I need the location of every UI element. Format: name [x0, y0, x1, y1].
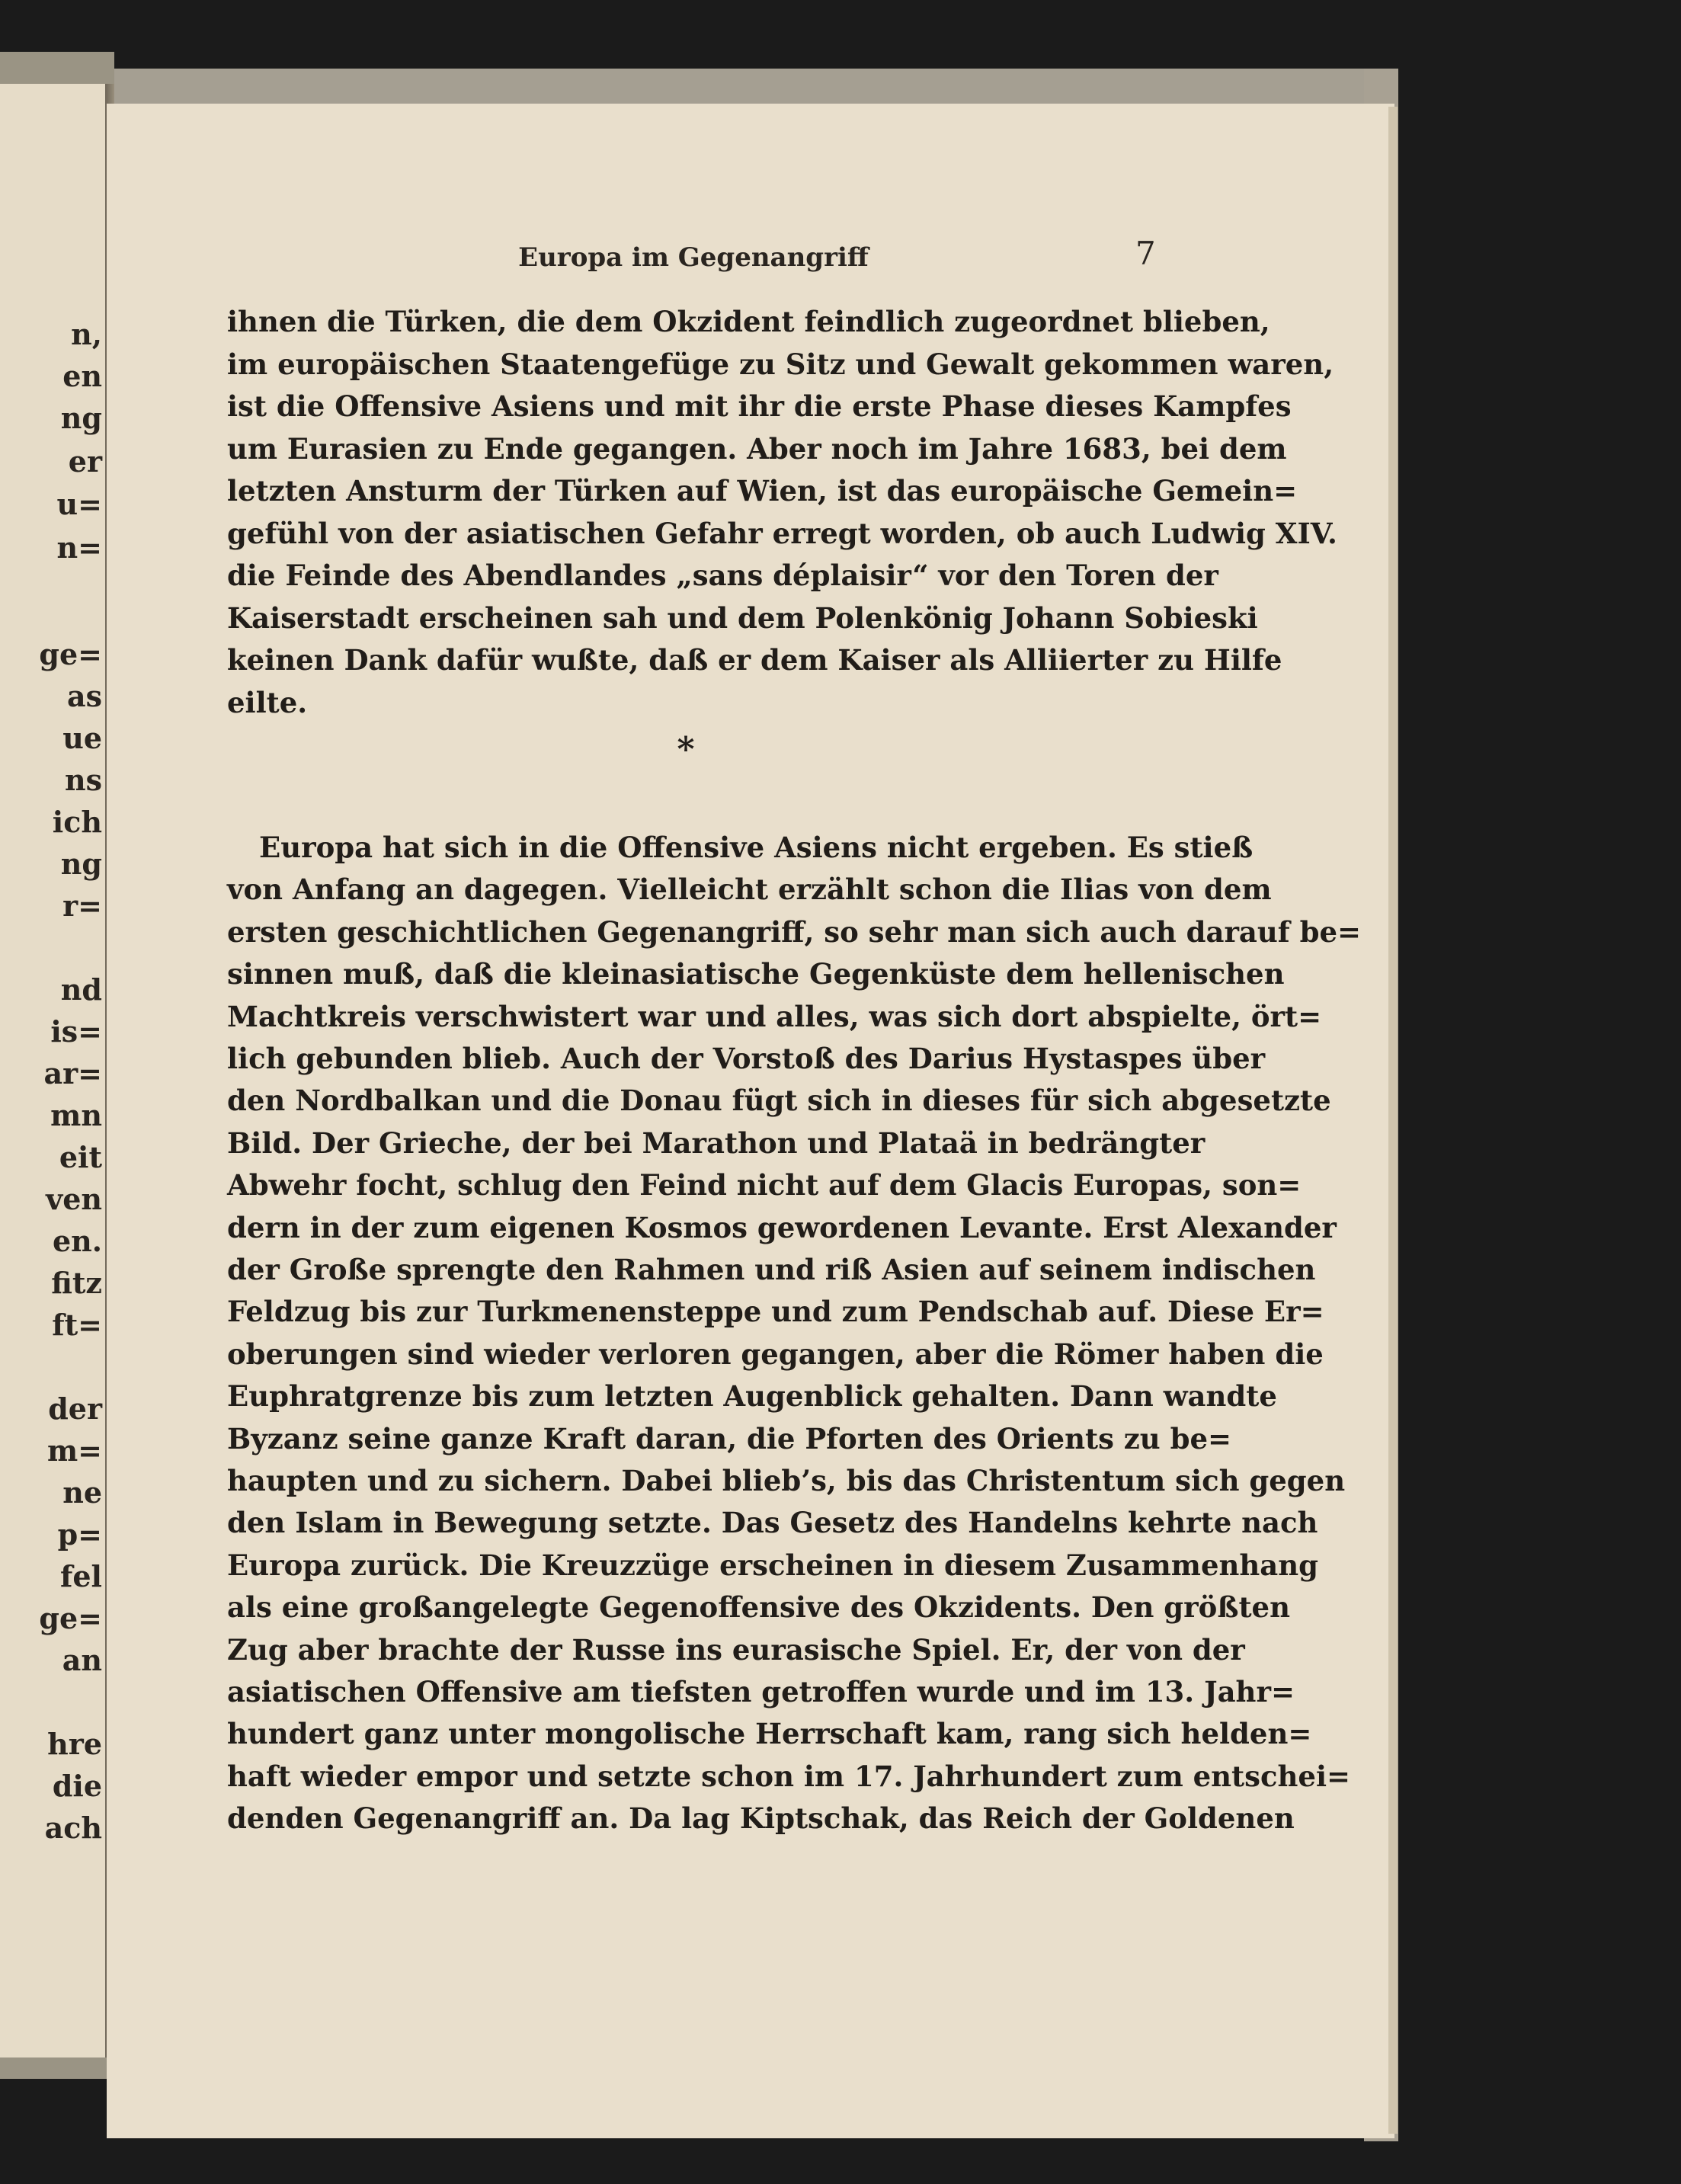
text-line: oberungen sind wieder verloren gegangen, aber die Römer haben die [227, 1337, 1324, 1371]
left-page-line: die [52, 1769, 102, 1803]
left-page-line: er [68, 444, 102, 479]
section-separator: * [677, 730, 695, 769]
left-page-line: ach [44, 1811, 102, 1845]
top-book-cover [114, 69, 1394, 108]
left-page-line: mn [50, 1098, 102, 1132]
text-line: Machtkreis verschwistert war und alles, was sich dort abspielte, ört= [227, 999, 1322, 1033]
text-line: ersten geschichtlichen Gegenangriff, so sehr man sich auch darauf be= [227, 914, 1362, 949]
text-line: Europa zurück. Die Kreuzzüge erscheinen in diesem Zusammenhang [227, 1548, 1319, 1582]
text-line: letzten Ansturm der Türken auf Wien, ist das europäische Gemein= [227, 474, 1298, 508]
text-line: den Nordbalkan und die Donau fügt sich in dieses für sich abgesetzte [227, 1084, 1331, 1118]
text-line: Zug aber brachte der Russe ins eurasische Spiel. Er, der von der [227, 1632, 1245, 1667]
text-line: dern in der zum eigenen Kosmos gewordenen Levante. Erst Alexander [227, 1210, 1337, 1244]
left-page-line: ven [46, 1182, 102, 1216]
text-line: eilte. [227, 685, 308, 719]
left-page-line: r= [62, 889, 102, 923]
text-line: die Feinde des Abendlandes „sans déplaisir“ vor den Toren der [227, 559, 1218, 592]
left-page-line: m= [46, 1433, 102, 1468]
left-page-line: u= [56, 487, 102, 521]
text-line: den Islam in Bewegung setzte. Das Gesetz des Handelns kehrte nach [227, 1506, 1318, 1540]
running-head: Europa im Gegenangriff [518, 242, 869, 273]
left-page-line: ue [62, 721, 102, 755]
text-line: Byzanz seine ganze Kraft daran, die Pforten des Orients zu be= [227, 1421, 1231, 1455]
text-line: von Anfang an dagegen. Vielleicht erzählt schon die Ilias von dem [227, 873, 1272, 907]
left-page-line: is= [50, 1014, 102, 1049]
text-line: gefühl von der asiatischen Gefahr erregt worden, ob auch Ludwig XIV. [227, 516, 1337, 550]
text-line: Abwehr focht, schlug den Feind nicht auf dem Glacis Europas, son= [227, 1168, 1302, 1202]
left-page-line: ich [52, 805, 102, 839]
left-page-line: ge= [39, 1601, 102, 1635]
left-page-line: an [62, 1643, 102, 1677]
text-line: Feldzug bis zur Turkmenensteppe und zum Pendschab auf. Diese Er= [227, 1295, 1324, 1329]
left-page-line: as [66, 679, 102, 713]
left-page-line: n, [71, 317, 102, 351]
left-page-line: nd [60, 972, 102, 1007]
left-page [0, 84, 107, 2058]
text-line: Kaiserstadt erscheinen sah und dem Polenkönig Johann Sobieski [227, 600, 1258, 635]
text-line: asiatischen Offensive am tiefsten getroffen wurde und im 13. Jahr= [227, 1675, 1295, 1708]
left-page-line: ft= [52, 1308, 102, 1342]
text-line: im europäischen Staatengefüge zu Sitz und Gewalt gekommen waren, [227, 347, 1334, 381]
page-edge [1388, 107, 1398, 2134]
left-page-line: eit [59, 1140, 102, 1174]
left-page-line: p= [57, 1517, 102, 1552]
text-line: hundert ganz unter mongolische Herrschaft kam, rang sich helden= [227, 1717, 1312, 1751]
text-line: keinen Dank dafür wußte, daß er dem Kaiser als Alliierter zu Hilfe [227, 643, 1282, 677]
text-line: Euphratgrenze bis zum letzten Augenblick gehalten. Dann wandte [227, 1379, 1277, 1414]
page-number: 7 [1135, 235, 1156, 272]
text-line: denden Gegenangriff an. Da lag Kiptschak, das Reich der Goldenen [227, 1801, 1295, 1836]
left-page-line: en. [52, 1224, 102, 1258]
left-page-line: der [48, 1391, 102, 1426]
text-line: sinnen muß, daß die kleinasiatische Gegenküste dem hellenischen [227, 957, 1285, 991]
text-line: ist die Offensive Asiens und mit ihr die erste Phase dieses Kampfes [227, 389, 1292, 423]
left-page-line: ar= [43, 1056, 102, 1090]
text-line: ihnen die Türken, die dem Okzident feindlich zugeordnet blieben, [227, 305, 1270, 338]
left-page-line: hre [47, 1727, 102, 1761]
left-page-line: ng [60, 847, 102, 881]
text-line: der Große sprengte den Rahmen und riß Asien auf seinem indischen [227, 1253, 1316, 1286]
text-line: lich gebunden blieb. Auch der Vorstoß des Darius Hystaspes über [227, 1042, 1266, 1075]
left-page-line: ns [64, 763, 102, 797]
text-line: Bild. Der Grieche, der bei Marathon und Plataä in bedrängter [227, 1126, 1206, 1160]
left-page-line: fitz [51, 1266, 102, 1300]
text-line: haupten und zu sichern. Dabei blieb’s, bis das Christentum sich gegen [227, 1464, 1346, 1497]
text-line: haft wieder empor und setzte schon im 17. Jahrhundert zum entschei= [227, 1759, 1351, 1793]
left-page-line: ng [60, 401, 102, 435]
left-page-line: n= [56, 530, 102, 565]
text-line: als eine großangelegte Gegenoffensive des Okzidents. Den größten [227, 1590, 1290, 1625]
text-line: um Eurasien zu Ende gegangen. Aber noch im Jahre 1683, bei dem [227, 431, 1287, 466]
left-page-line: ge= [39, 637, 102, 671]
left-page-line: en [62, 359, 102, 393]
left-page-line: fel [60, 1559, 102, 1593]
text-line: Europa hat sich in die Offensive Asiens nicht ergeben. Es stieß [259, 831, 1254, 864]
left-page-line: ne [62, 1475, 102, 1510]
